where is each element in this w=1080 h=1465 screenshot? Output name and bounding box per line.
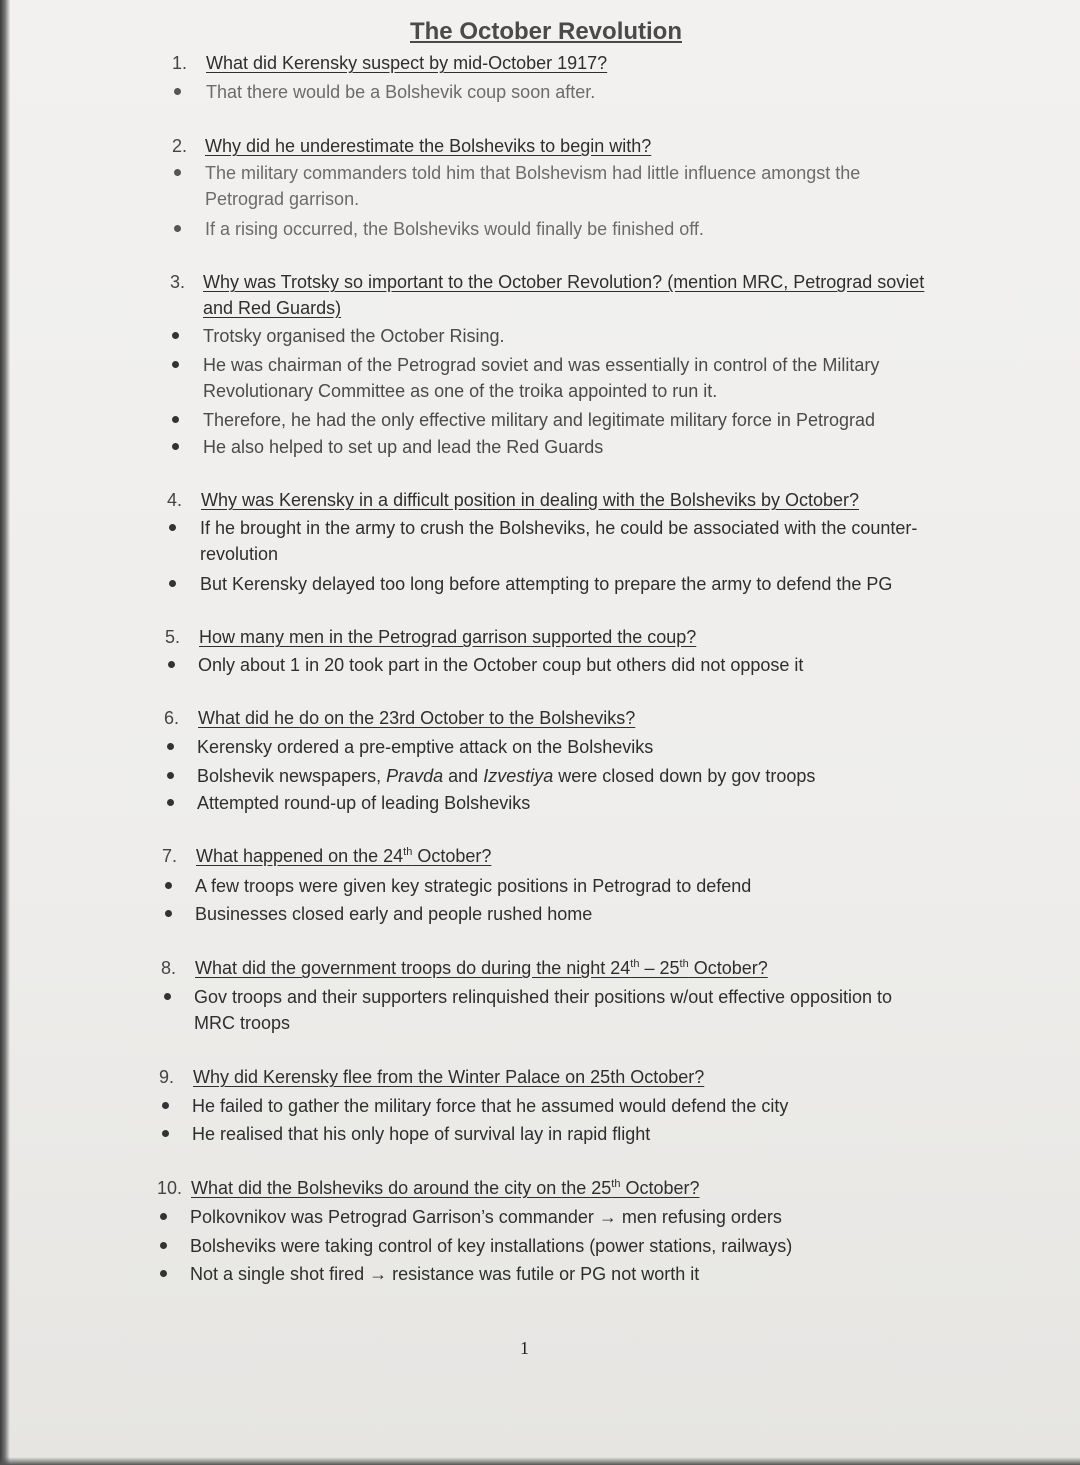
question-6 <box>164 705 964 731</box>
answer-text: He also helped to set up and lead the Red Guards <box>203 437 604 457</box>
question-number: 3. <box>170 272 186 292</box>
question-text-part: October? <box>412 846 492 866</box>
question-text: Why was Kerensky in a difficult position in dealing with the Bolsheviks by October? <box>201 490 859 510</box>
question-text: Why did Kerensky flee from the Winter Palace on 25th October? <box>193 1067 705 1087</box>
answer-text: Gov troops and their supporters relinquished their positions w/out effective opposition to MRC troops <box>194 987 893 1033</box>
question-7 <box>162 843 962 869</box>
question-number: 1. <box>172 53 188 73</box>
question-3 <box>170 269 945 321</box>
bullet-icon <box>174 88 181 95</box>
ordinal-suffix: th <box>403 846 413 858</box>
bullet-icon <box>169 524 176 531</box>
page-bottom-edge <box>0 1457 1080 1465</box>
answer-text: Not a single shot fired → resistance was futile or PG not worth it <box>190 1264 700 1284</box>
answer-text: Trotsky organised the October Rising. <box>203 326 505 346</box>
answer-text: That there would be a Bolshevik coup soon after. <box>206 82 596 102</box>
question-10 <box>157 1175 957 1201</box>
answer-bullet <box>164 790 964 816</box>
answer-text-part: were closed down by gov troops <box>553 766 816 786</box>
answer-text: He was chairman of the Petrograd soviet and was essentially in control of the Military Revolutionary Committee as one of the troika appointed to run it. <box>203 355 880 401</box>
answer-text: A few troops were given key strategic positions in Petrograd to defend <box>195 876 752 896</box>
question-4 <box>167 487 967 513</box>
bullet-icon <box>167 799 174 806</box>
question-9 <box>159 1064 959 1090</box>
bullet-icon <box>160 1242 167 1249</box>
question-text <box>191 1175 957 1201</box>
answer-text <box>197 763 964 789</box>
answer-bullet <box>172 79 972 105</box>
question-text <box>195 955 961 981</box>
question-number: 8. <box>161 958 177 978</box>
bullet-icon <box>160 1213 167 1220</box>
bullet-icon <box>164 993 171 1000</box>
question-number: 2. <box>172 136 188 156</box>
answer-bullet <box>164 763 964 789</box>
question-text-part: October? <box>688 958 768 978</box>
ordinal-suffix: th <box>630 958 640 970</box>
answer-text: He realised that his only hope of survival lay in rapid flight <box>192 1124 651 1144</box>
answer-bullet <box>172 160 882 212</box>
question-2 <box>172 133 972 159</box>
answer-bullet <box>170 352 895 404</box>
bullet-icon <box>162 1130 169 1137</box>
question-number: 9. <box>159 1067 175 1087</box>
answer-bullet <box>157 1233 957 1259</box>
answer-bullet <box>157 1204 957 1230</box>
question-number: 10. <box>157 1178 183 1198</box>
question-text-part: What did the government troops do during the night 24 <box>195 958 631 978</box>
answer-text: If a rising occurred, the Bolsheviks would finally be finished off. <box>205 219 704 239</box>
question-1 <box>172 50 972 76</box>
ordinal-suffix: th <box>611 1178 621 1190</box>
question-text: How many men in the Petrograd garrison supported the coup? <box>199 627 697 647</box>
question-5 <box>165 624 965 650</box>
answer-text: Kerensky ordered a pre-emptive attack on the Bolsheviks <box>197 737 654 757</box>
question-8 <box>161 955 961 981</box>
answer-bullet <box>167 515 937 567</box>
answer-bullet <box>159 1121 959 1147</box>
bullet-icon <box>165 882 172 889</box>
newspaper-name: Pravda <box>386 766 444 786</box>
answer-text: But Kerensky delayed too long before attempting to prepare the army to defend the PG <box>200 574 893 594</box>
bullet-icon <box>172 361 179 368</box>
bullet-icon <box>167 772 174 779</box>
bullet-icon <box>172 443 179 450</box>
answer-text: Businesses closed early and people rushed home <box>195 904 593 924</box>
ordinal-suffix: th <box>679 958 689 970</box>
question-number: 6. <box>164 708 180 728</box>
answer-text: Attempted round-up of leading Bolsheviks <box>197 793 531 813</box>
answer-text-part: and <box>443 766 484 786</box>
newspaper-name: Izvestiya <box>483 766 554 786</box>
page-number: 1 <box>520 1338 529 1358</box>
answer-bullet <box>170 434 970 460</box>
answer-text: Polkovnikov was Petrograd Garrison’s commander → men refusing orders <box>190 1207 782 1227</box>
bullet-icon <box>168 661 175 668</box>
answer-text-part: Bolshevik newspapers, <box>197 766 387 786</box>
answer-text: Only about 1 in 20 took part in the October coup but others did not oppose it <box>198 655 804 675</box>
bullet-icon <box>160 1270 167 1277</box>
bullet-icon <box>162 1102 169 1109</box>
question-text-part: What happened on the 24 <box>196 846 404 866</box>
question-text-part: What did the Bolsheviks do around the city on the 25 <box>191 1178 612 1198</box>
question-number: 5. <box>165 627 181 647</box>
question-text-part: October? <box>620 1178 700 1198</box>
question-text-part: – 25 <box>639 958 680 978</box>
answer-bullet <box>162 873 962 899</box>
bullet-icon <box>169 580 176 587</box>
answer-text: If he brought in the army to crush the Bolsheviks, he could be associated with the counter-revolution <box>200 518 918 564</box>
answer-bullet <box>165 652 965 678</box>
question-text: Why did he underestimate the Bolsheviks to begin with? <box>205 136 652 156</box>
question-text: What did he do on the 23rd October to the Bolsheviks? <box>198 708 636 728</box>
answer-text: The military commanders told him that Bolshevism had little influence amongst the Petrograd garrison. <box>205 163 861 209</box>
answer-bullet <box>157 1261 957 1287</box>
bullet-icon <box>172 416 179 423</box>
question-text <box>196 843 962 869</box>
question-text: Why was Trotsky so important to the October Revolution? (mention MRC, Petrograd soviet and Red Guards) <box>203 272 925 318</box>
answer-bullet <box>159 1093 959 1119</box>
answer-bullet <box>172 216 972 242</box>
bullet-icon <box>167 743 174 750</box>
answer-text: He failed to gather the military force that he assumed would defend the city <box>192 1096 789 1116</box>
bullet-icon <box>174 169 181 176</box>
answer-bullet <box>170 407 970 433</box>
document-title: The October Revolution <box>409 18 682 45</box>
page-left-shadow <box>0 0 10 1465</box>
answer-bullet <box>167 571 967 597</box>
question-number: 7. <box>162 846 178 866</box>
question-text: What did Kerensky suspect by mid-October 1917? <box>206 53 608 73</box>
answer-bullet <box>170 323 970 349</box>
bullet-icon <box>165 910 172 917</box>
answer-bullet <box>164 734 964 760</box>
bullet-icon <box>172 332 179 339</box>
answer-text: Bolsheviks were taking control of key installations (power stations, railways) <box>190 1236 793 1256</box>
question-number: 4. <box>167 490 183 510</box>
answer-text: Therefore, he had the only effective military and legitimate military force in Petrograd <box>203 410 875 430</box>
answer-bullet <box>162 901 962 927</box>
answer-bullet <box>161 984 936 1036</box>
bullet-icon <box>174 225 181 232</box>
